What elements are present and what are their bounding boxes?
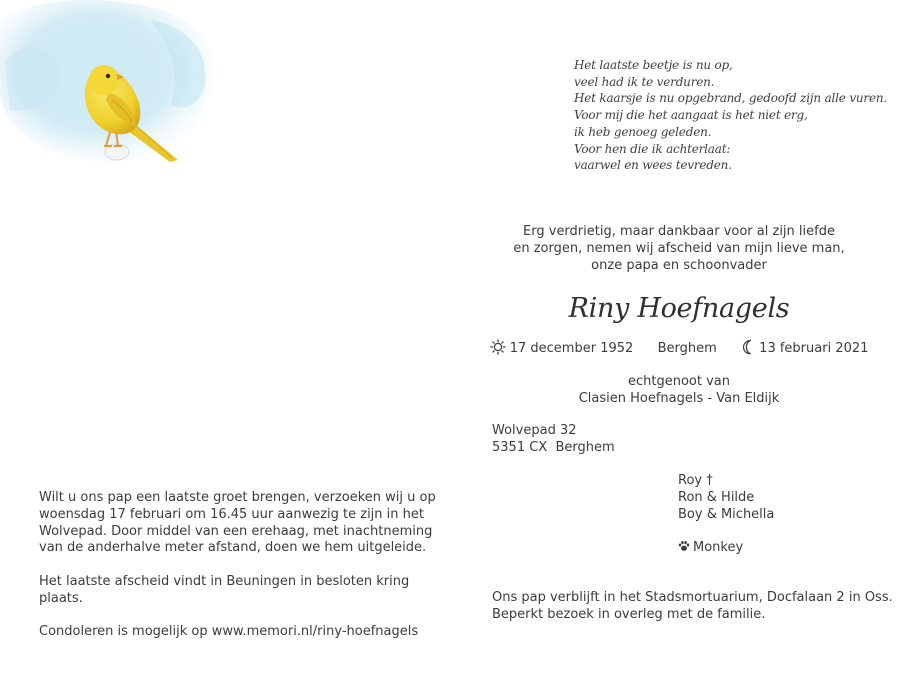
- poem-line: Voor hen die ik achterlaat:: [574, 141, 731, 156]
- deceased-name: Riny Hoefnagels: [568, 293, 790, 324]
- spouse-name: Clasien Hoefnagels - Van Eldijk: [578, 391, 780, 406]
- family-member: Roy †: [678, 473, 713, 488]
- condolence-link[interactable]: Condoleren is mogelijk op www.memori.nl/riny-hoefnagels: [39, 624, 419, 640]
- death-date: 13 februari 2021: [759, 341, 869, 356]
- canary-illustration: [0, 0, 220, 175]
- moon-icon: [741, 339, 755, 362]
- life-dates: [480, 339, 878, 362]
- farewell-line: Wilt u ons pap een laatste groet brengen, verzoeken wij u op: [39, 490, 436, 505]
- pet-line: [678, 540, 743, 558]
- address-street: Wolvepad 32: [492, 423, 577, 438]
- paw-icon: [678, 540, 690, 558]
- spouse-label: echtgenoot van: [627, 374, 730, 389]
- family-list: [678, 473, 774, 523]
- birth-date: 17 december 1952: [509, 341, 634, 356]
- poem-line: veel had ik te verduren.: [574, 74, 715, 89]
- poem-line: Voor mij die het aangaat is het niet erg,: [574, 108, 808, 123]
- ceremony-info: [39, 490, 449, 641]
- mortuary-line: Ons pap verblijft in het Stadsmortuarium, Docfalaan 2 in Oss.: [492, 590, 893, 605]
- announcement-intro: [480, 223, 878, 274]
- farewell-line: woensdag 17 februari om 16.45 uur aanwezig te zijn in het: [39, 506, 424, 522]
- intro-line: Erg verdrietig, maar dankbaar voor al zijn liefde: [523, 224, 835, 239]
- poem-line: Het laatste beetje is nu op,: [574, 58, 733, 72]
- sun-icon: [490, 339, 506, 362]
- mortuary-info: [492, 590, 893, 624]
- family-member: Ron & Hilde: [678, 489, 755, 505]
- farewell-line: van de anderhalve meter afstand, doen we hem uitgeleide.: [39, 540, 427, 556]
- family-member: Boy & Michella: [678, 506, 775, 522]
- poem: [574, 57, 894, 174]
- intro-line: onze papa en schoonvader: [591, 258, 767, 273]
- spouse-block: [480, 373, 878, 407]
- canary-head: [89, 65, 119, 95]
- farewell-line: Wolvepad. Door middel van een erehaag, met inachtneming: [39, 523, 433, 539]
- address-city: 5351 CX Berghem: [492, 439, 615, 455]
- birth-place: Berghem: [657, 341, 717, 356]
- address-block: [492, 423, 615, 457]
- pet-name: Monkey: [693, 540, 744, 555]
- poem-line: vaarwel en wees tevreden.: [574, 158, 732, 173]
- poem-line: Het kaarsje is nu opgebrand, gedoofd zijn alle vuren.: [574, 91, 888, 106]
- mortuary-line: Beperkt bezoek in overleg met de familie.: [492, 606, 766, 622]
- intro-line: en zorgen, nemen wij afscheid van mijn lieve man,: [513, 241, 845, 256]
- cremation-info: Het laatste afscheid vindt in Beuningen in besloten kring plaats.: [39, 573, 410, 606]
- poem-line: ik heb genoeg geleden.: [574, 124, 712, 139]
